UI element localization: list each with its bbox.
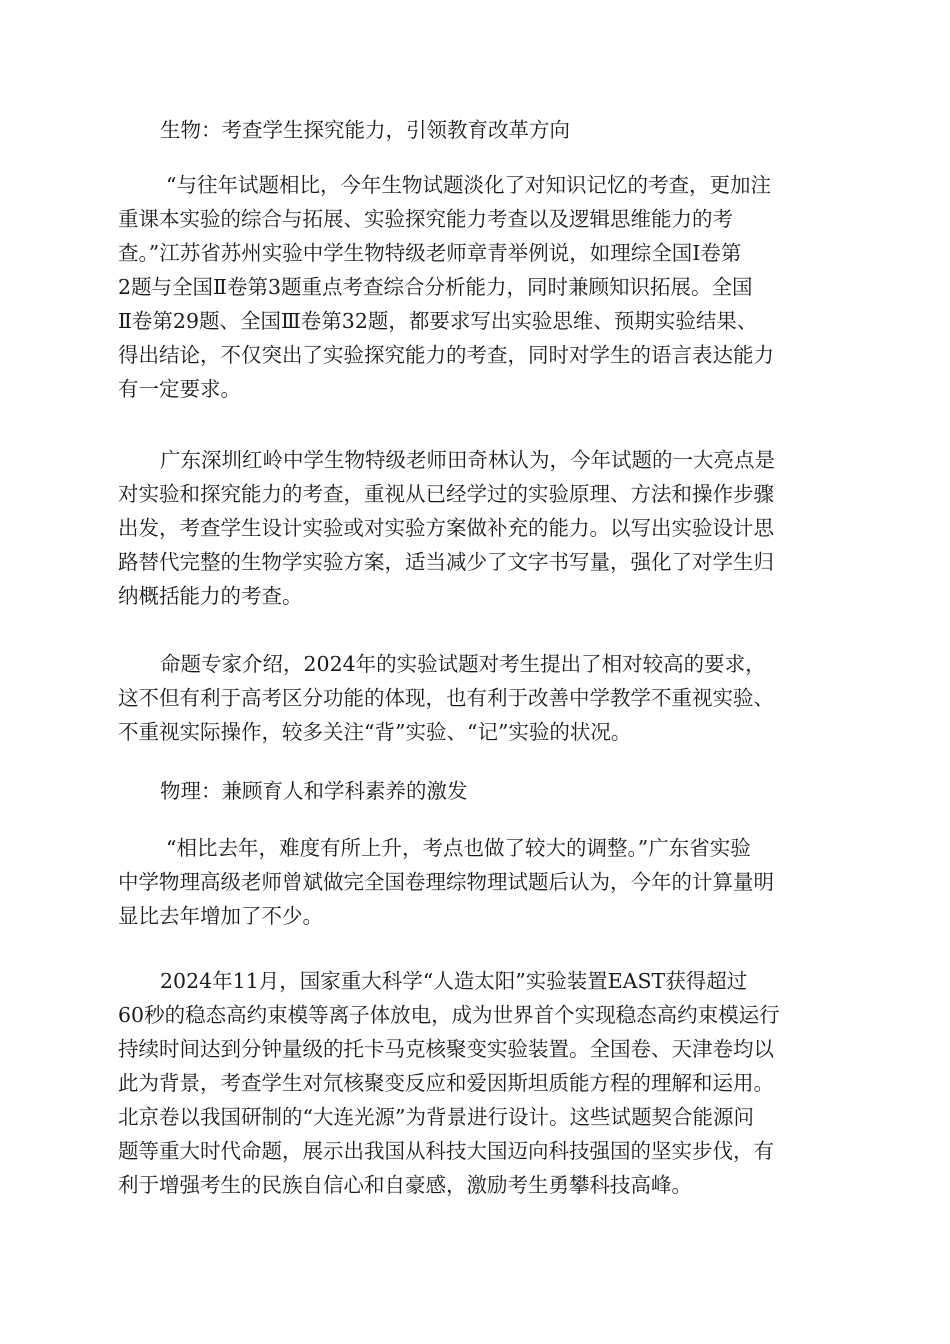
physics-p2-line-1: 2024年11月，国家重大科学“人造太阳”实验装置EAST获得超过 xyxy=(160,969,748,993)
biology-heading: 生物：考查学生探究能力，引领教育改革方向 xyxy=(160,118,570,142)
biology-p3-line-1: 命题专家介绍，2024年的实验试题对考生提出了相对较高的要求， xyxy=(160,652,766,676)
biology-p2-line-3: 出发，考查学生设计实验或对实验方案做补充的能力。以写出实验设计思 xyxy=(118,516,774,540)
biology-p1-line-1: “与往年试题相比，今年生物试题淡化了对知识记忆的考查，更加注 xyxy=(166,173,771,197)
physics-p2-line-4: 此为背景，考查学生对氘核聚变反应和爱因斯坦质能方程的理解和运用。 xyxy=(118,1071,774,1095)
biology-p1-line-7: 有一定要求。 xyxy=(118,377,241,401)
biology-p1-line-2: 重课本实验的综合与拓展、实验探究能力考查以及逻辑思维能力的考 xyxy=(118,207,733,231)
physics-p2-line-2: 60秒的稳态高约束模等离子体放电，成为世界首个实现稳态高约束模运行 xyxy=(118,1003,780,1027)
physics-p2-line-6: 题等重大时代命题，展示出我国从科技大国迈向科技强国的坚实步伐，有 xyxy=(118,1139,774,1163)
biology-p2-line-5: 纳概括能力的考查。 xyxy=(118,584,303,608)
biology-p1-line-4: 2题与全国Ⅱ卷第3题重点考查综合分析能力，同时兼顾知识拓展。全国 xyxy=(118,275,753,299)
physics-p1-line-2: 中学物理高级老师曾斌做完全国卷理综物理试题后认为，今年的计算量明 xyxy=(118,870,774,894)
physics-p2-line-5: 北京卷以我国研制的“大连光源”为背景进行设计。这些试题契合能源问 xyxy=(118,1105,754,1129)
biology-p3-line-3: 不重视实际操作，较多关注“背”实验、“记”实验的状况。 xyxy=(118,720,632,744)
biology-p2-line-1: 广东深圳红岭中学生物特级老师田奇林认为，今年试题的一大亮点是 xyxy=(160,448,775,472)
biology-p2-line-4: 路替代完整的生物学实验方案，适当减少了文字书写量，强化了对学生归 xyxy=(118,550,774,574)
biology-p2-line-2: 对实验和探究能力的考查，重视从已经学过的实验原理、方法和操作步骤 xyxy=(118,482,774,506)
physics-p1-line-3: 显比去年增加了不少。 xyxy=(118,904,323,928)
physics-heading: 物理：兼顾育人和学科素养的激发 xyxy=(160,779,468,803)
biology-p1-line-6: 得出结论，不仅突出了实验探究能力的考查，同时对学生的语言表达能力 xyxy=(118,343,774,367)
physics-p2-line-3: 持续时间达到分钟量级的托卡马克核聚变实验装置。全国卷、天津卷均以 xyxy=(118,1037,774,1061)
biology-p3-line-2: 这不但有利于高考区分功能的体现，也有利于改善中学教学不重视实验、 xyxy=(118,686,774,710)
physics-p2-line-7: 利于增强考生的民族自信心和自豪感，激励考生勇攀科技高峰。 xyxy=(118,1173,692,1197)
biology-p1-line-5: Ⅱ卷第29题、全国Ⅲ卷第32题，都要求写出实验思维、预期实验结果、 xyxy=(118,309,758,333)
biology-p1-line-3: 查。”江苏省苏州实验中学生物特级老师章青举例说，如理综全国Ⅰ卷第 xyxy=(118,241,742,265)
physics-p1-line-1: “相比去年，难度有所上升，考点也做了较大的调整。”广东省实验 xyxy=(166,836,751,860)
